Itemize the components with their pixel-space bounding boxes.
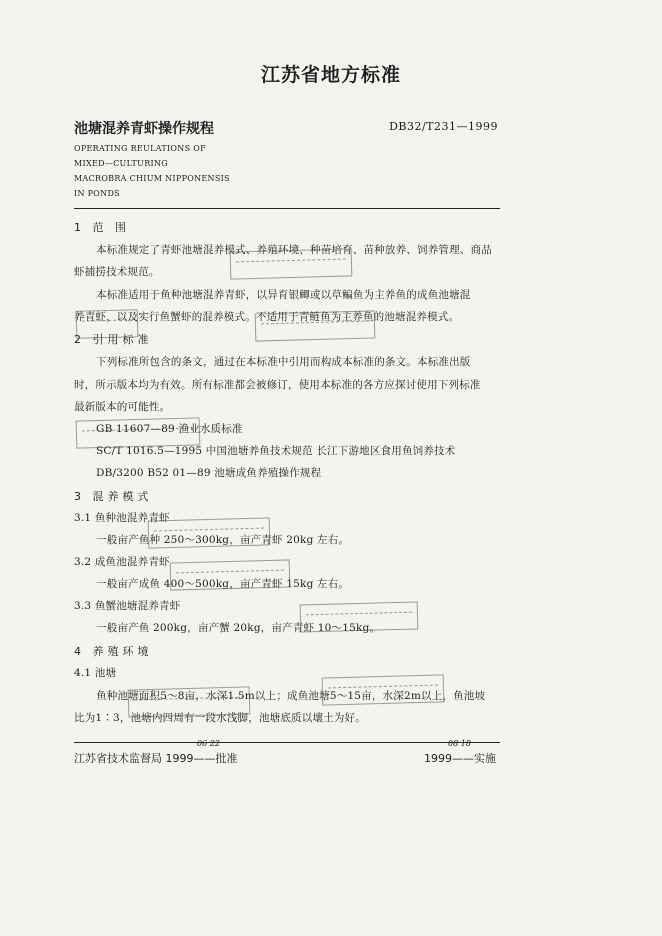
paragraph-line: 虾捕捞技术规范。: [74, 266, 160, 278]
footer-divider: [74, 742, 500, 743]
registration-stamp: [76, 417, 201, 448]
english-title-line: MIXED—CULTURING: [74, 159, 168, 168]
paragraph-line: 本标准规定了青虾池塘混养模式、养殖环境、种苗培育、苗种放养、饲养管理、商品: [96, 244, 492, 256]
registration-stamp: [300, 601, 419, 632]
english-title-line: MACROBRA CHIUM NIPPONENSIS: [74, 174, 230, 183]
section-heading: 2 引用标准: [74, 333, 153, 346]
standard-code: DB32/T231—1999: [389, 120, 498, 133]
english-title-line: OPERATING REULATIONS OF: [74, 144, 206, 153]
registration-stamp: [230, 248, 353, 279]
paragraph-line: 鱼种池塘面积5～8亩，水深1.5m以上；成鱼池塘5～15亩，水深2m以上，鱼池坡: [96, 690, 486, 702]
paragraph-line: 最新版本的可能性。: [74, 401, 171, 413]
effective-date: 1999——实施: [424, 752, 496, 765]
paragraph-line: 一般亩产鱼种 250～300kg，亩产青虾 20kg 左右。: [96, 534, 350, 546]
reference-item: SC/T 1016.5—1995 中国池塘养鱼技术规范 长江下游地区食用鱼饲养技术: [96, 445, 456, 457]
registration-stamp: [148, 517, 271, 548]
english-title-line: IN PONDS: [74, 189, 120, 198]
paragraph-line: 一般亩产鱼 200kg，亩产蟹 20kg，亩产青虾 10～15kg。: [96, 622, 381, 634]
header-divider: [74, 208, 500, 209]
effective-date-handwritten: 08 18: [448, 739, 471, 748]
registration-stamp: [170, 559, 291, 590]
registration-stamp: [322, 674, 445, 705]
reference-item: DB/3200 B52 01—89 池塘成鱼养殖操作规程: [96, 467, 322, 479]
section-heading: 3 混养模式: [74, 490, 153, 503]
subsection-heading: 3.2 成鱼池混养青虾: [74, 556, 170, 568]
registration-stamp: [128, 686, 251, 717]
paragraph-line: 本标准适用于鱼种池塘混养青虾，以异育银鲫或以草鳊鱼为主养鱼的成鱼池塘混: [96, 289, 471, 301]
subsection-heading: 3.1 鱼种池混养青虾: [74, 512, 170, 524]
reference-item: GB 11607—89 渔业水质标准: [96, 423, 243, 435]
subsection-heading: 4.1 池塘: [74, 667, 117, 679]
main-title: 江苏省地方标准: [260, 64, 401, 86]
paragraph-line: 一般亩产成鱼 400～500kg，亩产青虾 15kg 左右。: [96, 578, 350, 590]
registration-stamp: [76, 309, 139, 339]
issuing-authority: 江苏省技术监督局 1999——批准: [74, 752, 238, 765]
section-heading: 4 养殖环境: [74, 645, 153, 658]
subsection-heading: 3.3 鱼蟹池塘混养青虾: [74, 600, 181, 612]
paragraph-line: 比为1∶3，池塘内四周有一段水浅脚，池塘底质以壤土为好。: [74, 712, 366, 724]
registration-stamp: [255, 310, 376, 341]
section-heading: 1 范 围: [74, 221, 130, 234]
paragraph-line: 时，所示版本均为有效。所有标准都会被修订，使用本标准的各方应探讨使用下列标准: [74, 379, 481, 391]
issue-date-handwritten: 06 22: [197, 739, 220, 748]
paragraph-line: 养青虾，以及实行鱼蟹虾的混养模式。不适用于青鲢鱼为主养鱼的池塘混养模式。: [74, 311, 460, 323]
standard-title: 池塘混养青虾操作规程: [74, 121, 214, 137]
paragraph-line: 下列标准所包含的条文，通过在本标准中引用而构成本标准的条文。本标准出版: [96, 356, 471, 368]
